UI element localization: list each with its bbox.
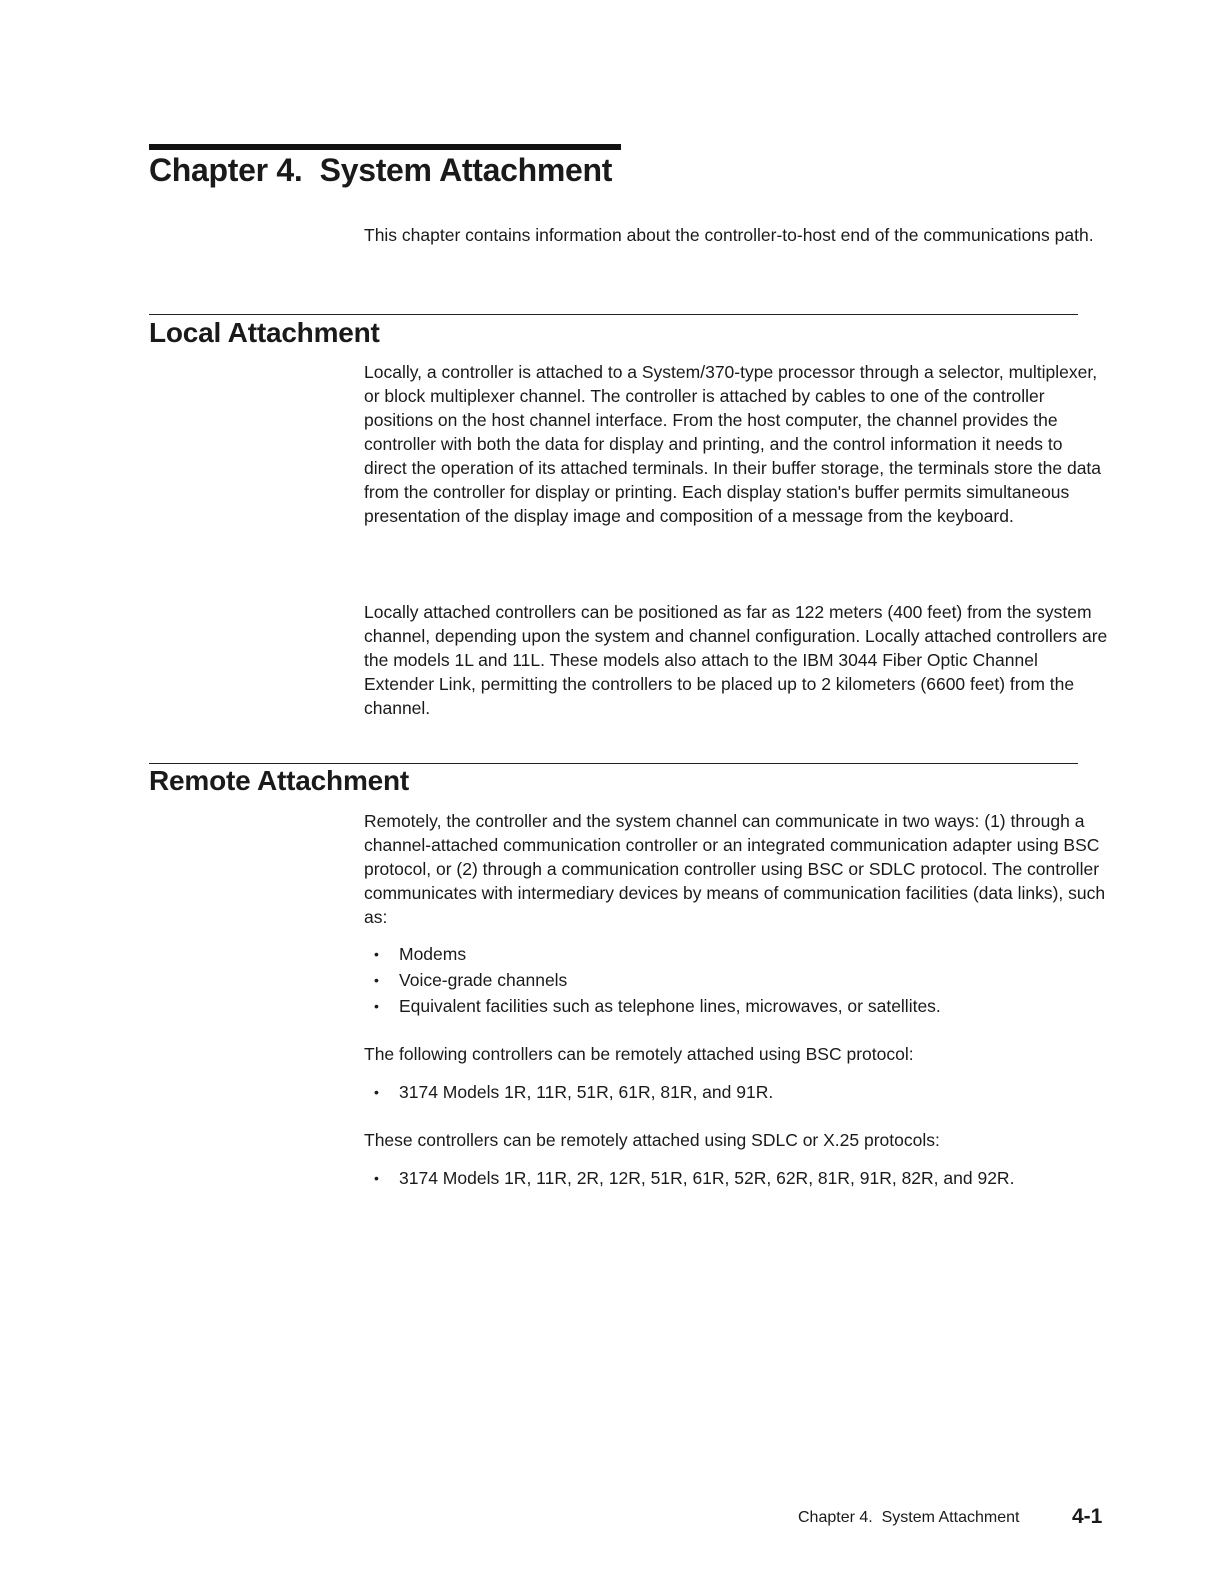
local-attachment-heading: Local Attachment	[149, 317, 380, 348]
bullet-icon: •	[374, 1170, 379, 1186]
list-item: • 3174 Models 1R, 11R, 2R, 12R, 51R, 61R, 52R, 62R, 81R, 91R, 82R, and 92R.	[364, 1165, 1014, 1191]
bullet-icon: •	[374, 972, 379, 988]
local-section-rule	[149, 314, 1078, 315]
chapter-title: Chapter 4. System Attachment	[149, 152, 613, 188]
bsc-models-list	[364, 1079, 773, 1105]
page-number: 4-1	[1072, 1505, 1103, 1528]
bullet-icon: •	[374, 946, 379, 962]
local-paragraph-2	[364, 600, 1109, 720]
bsc-intro-text: The following controllers can be remotely attached using BSC protocol:	[364, 1044, 914, 1064]
running-footer-title: Chapter 4. System Attachment	[798, 1509, 1020, 1526]
remote-attachment-heading: Remote Attachment	[149, 765, 410, 796]
chapter-intro-text: This chapter contains information about the controller-to-host end of the communications path.	[364, 225, 1094, 245]
bullet-icon: •	[374, 1084, 379, 1100]
bullet-icon: •	[374, 998, 379, 1014]
local-paragraph-1-text: Locally, a controller is attached to a System/370-type processor through a selector, multiplexer, or block multiplexer channel. The controller is attached by cables to one of the controller positions on the host channel interface. From the host computer, the channel provides the controller with both the data for display and printing, and the control information it needs to direct the operation of its attached terminals. In their buffer storage, the terminals store the data from the controller for display or printing. Each display station's buffer permits simultaneous presentation of the display image and composition of a message from the keyboard.	[364, 362, 1102, 526]
local-paragraph-2-text: Locally attached controllers can be positioned as far as 122 meters (400 feet) from the system channel, depending upon the system and channel configuration. Locally attached controllers are the models 1L and 11L. These models also attach to the IBM 3044 Fiber Optic Channel Extender Link, permitting the controllers to be placed up to 2 kilometers (6600 feet) from the channel.	[364, 602, 1108, 718]
list-item: • Voice-grade channels	[364, 967, 941, 993]
sdlc-intro-text: These controllers can be remotely attached using SDLC or X.25 protocols:	[364, 1130, 940, 1150]
local-paragraph-1	[364, 360, 1109, 528]
list-item: • Modems	[364, 941, 941, 967]
sdlc-intro	[364, 1128, 1109, 1152]
list-item: • 3174 Models 1R, 11R, 51R, 61R, 81R, and 91R.	[364, 1079, 773, 1105]
remote-paragraph-1-text: Remotely, the controller and the system channel can communicate in two ways: (1) through a channel-attached communication controller or an integrated communication adapter using BSC protocol, or (2) through a communication controller using BSC or SDLC protocol. The controller communicates with intermediary devices by means of communication facilities (data links), such as:	[364, 811, 1106, 927]
list-item: • Equivalent facilities such as telephone lines, microwaves, or satellites.	[364, 993, 941, 1019]
facilities-list	[364, 941, 941, 1019]
sdlc-models-list	[364, 1165, 1014, 1191]
bsc-intro	[364, 1042, 1109, 1066]
remote-paragraph-1	[364, 809, 1109, 929]
chapter-intro	[364, 223, 1109, 247]
